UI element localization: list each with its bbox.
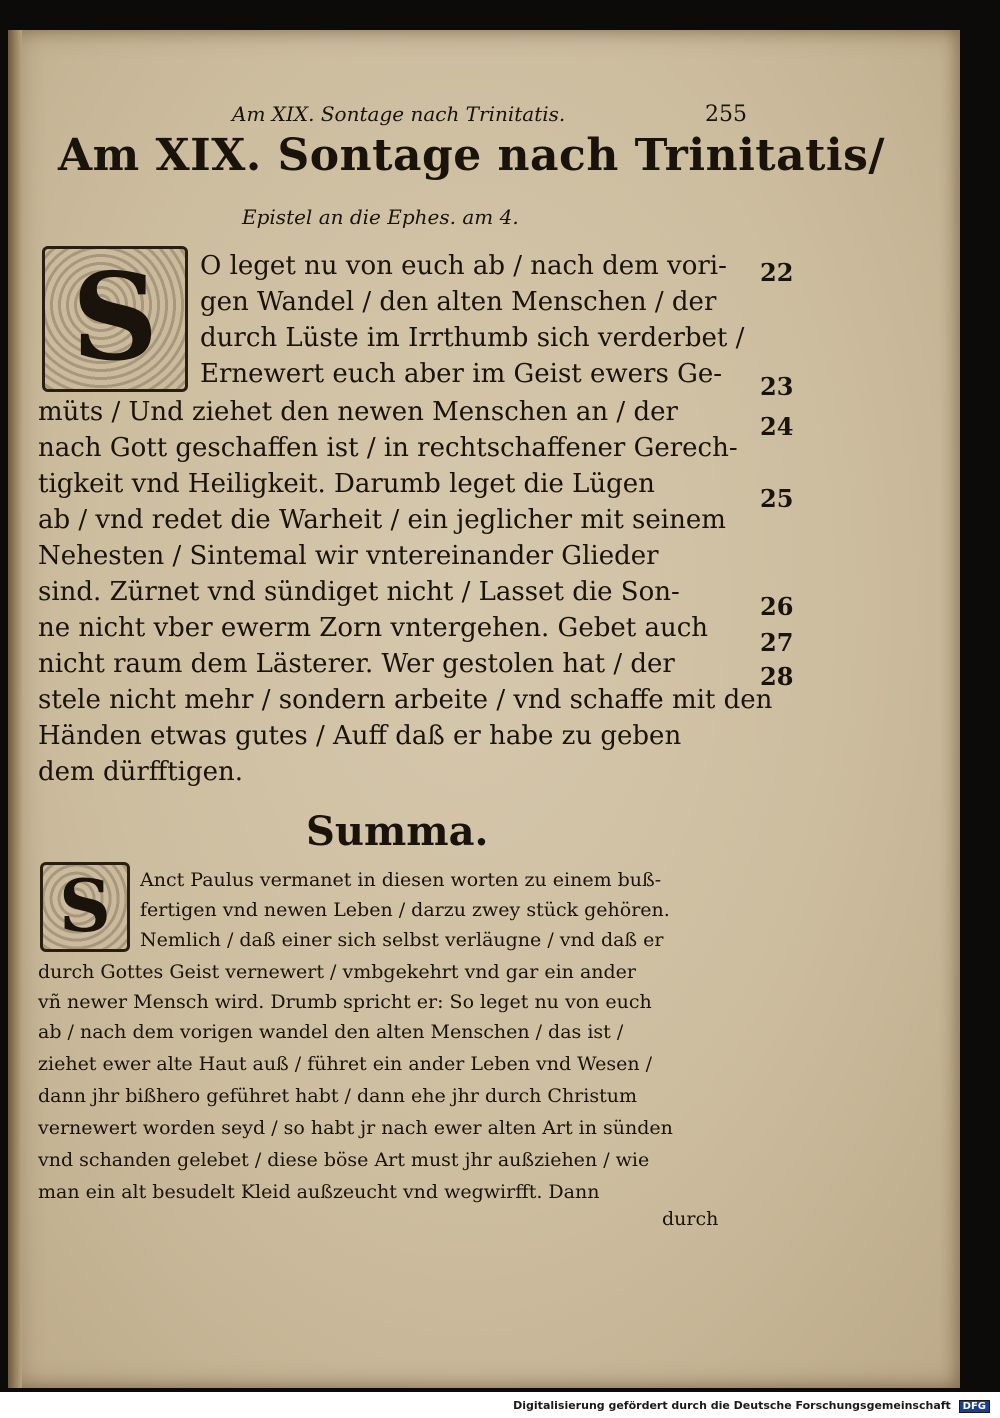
- section-heading: Summa.: [306, 808, 489, 855]
- epistle-line: O leget nu von euch ab / nach dem vori-: [200, 251, 727, 281]
- credit-text: Digitalisierung gefördert durch die Deutsche Forschungsgemeinschaft: [513, 1399, 951, 1412]
- summary-line: vñ newer Mensch wird. Drumb spricht er: So leget nu von euch: [38, 991, 652, 1013]
- epistle-reference: Epistel an die Ephes. am 4.: [242, 205, 519, 229]
- verse-number: 22: [760, 258, 794, 287]
- summary-line: ab / nach dem vorigen wandel den alten Menschen / das ist /: [38, 1021, 624, 1043]
- epistle-line: sind. Zürnet vnd sündiget nicht / Lasset die Son-: [38, 577, 680, 607]
- epistle-line: ab / vnd redet die Warheit / ein jeglicher mit seinem: [38, 505, 726, 535]
- epistle-line: Nehesten / Sintemal wir vntereinander Glieder: [38, 541, 659, 571]
- summary-line: Anct Paulus vermanet in diesen worten zu einem buß-: [140, 869, 662, 891]
- epistle-line: durch Lüste im Irrthumb sich verderbet /: [200, 323, 745, 353]
- decorated-initial-summary: S: [40, 862, 130, 952]
- epistle-line: stele nicht mehr / sondern arbeite / vnd schaffe mit den: [38, 685, 773, 715]
- summary-line: dann jhr bißhero geführet habt / dann ehe jhr durch Christum: [38, 1085, 637, 1107]
- page-gutter: [8, 30, 22, 1388]
- decorated-initial-epistle: S: [42, 246, 188, 392]
- verse-number: 28: [760, 662, 794, 691]
- summary-line: durch Gottes Geist vernewert / vmbgekehrt vnd gar ein ander: [38, 961, 636, 983]
- epistle-line: dem dürfftigen.: [38, 757, 244, 787]
- epistle-line: gen Wandel / den alten Menschen / der: [200, 287, 717, 317]
- epistle-line: nicht raum dem Lästerer. Wer gestolen hat / der: [38, 649, 675, 679]
- dfg-logo: DFG: [959, 1400, 990, 1413]
- page-number: 255: [705, 102, 747, 127]
- verse-number: 23: [760, 372, 794, 401]
- digitization-credit: [513, 1399, 990, 1413]
- epistle-line: Ernewert euch aber im Geist ewers Ge-: [200, 359, 723, 389]
- catchword: durch: [662, 1208, 719, 1230]
- verse-number: 26: [760, 592, 794, 621]
- epistle-line: nach Gott geschaffen ist / in rechtschaffener Gerech-: [38, 433, 738, 463]
- epistle-line: müts / Und ziehet den newen Menschen an / der: [38, 397, 678, 427]
- summary-line: fertigen vnd newen Leben / darzu zwey stück gehören.: [140, 899, 670, 921]
- summary-line: Nemlich / daß einer sich selbst verläugne / vnd daß er: [140, 929, 664, 951]
- epistle-line: ne nicht vber ewerm Zorn vntergehen. Gebet auch: [38, 613, 709, 643]
- epistle-line: tigkeit vnd Heiligkeit. Darumb leget die Lügen: [38, 469, 655, 499]
- summary-line: man ein alt besudelt Kleid außzeucht vnd wegwirfft. Dann: [38, 1181, 600, 1203]
- running-head: Am XIX. Sontage nach Trinitatis.: [232, 102, 566, 126]
- summary-line: ziehet ewer alte Haut auß / führet ein ander Leben vnd Wesen /: [38, 1053, 653, 1075]
- summary-line: vnd schanden gelebet / diese böse Art must jhr außziehen / wie: [38, 1149, 650, 1171]
- verse-number: 25: [760, 484, 794, 513]
- epistle-line: Händen etwas gutes / Auff daß er habe zu geben: [38, 721, 682, 751]
- verse-number: 24: [760, 412, 794, 441]
- verse-number: 27: [760, 628, 794, 657]
- page-title: Am XIX. Sontage nach Trinitatis/: [58, 130, 885, 181]
- summary-line: vernewert worden seyd / so habt jr nach ewer alten Art in sünden: [38, 1117, 673, 1139]
